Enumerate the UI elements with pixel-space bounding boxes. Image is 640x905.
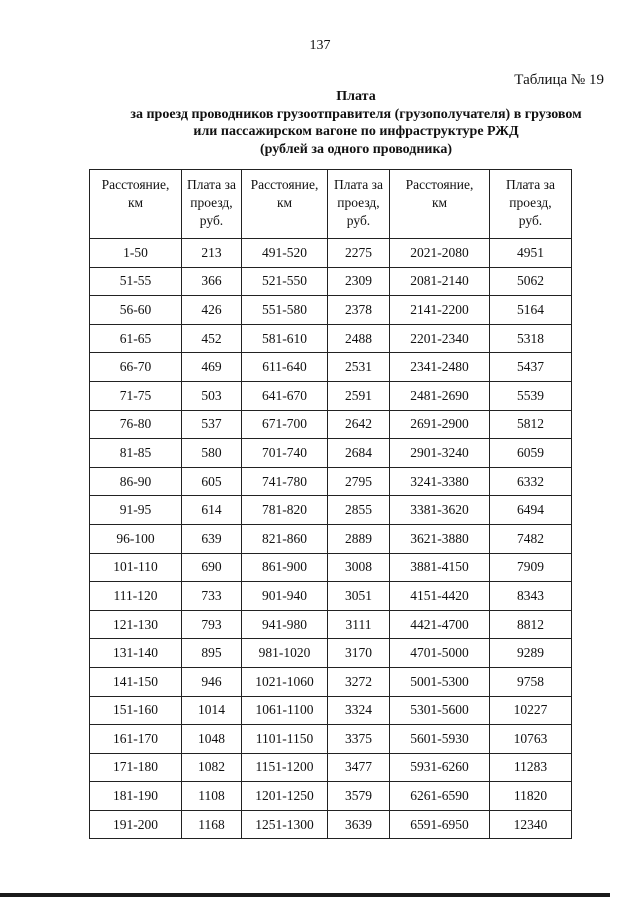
fee-cell: 946 <box>182 667 242 696</box>
distance-cell: 741-780 <box>242 467 328 496</box>
distance-cell: 551-580 <box>242 296 328 325</box>
distance-cell: 2021-2080 <box>390 239 490 268</box>
distance-cell: 1-50 <box>90 239 182 268</box>
fee-cell: 895 <box>182 639 242 668</box>
fee-cell: 3272 <box>328 667 390 696</box>
table-row <box>90 467 572 496</box>
distance-cell: 81-85 <box>90 439 182 468</box>
table-row <box>90 324 572 353</box>
distance-cell: 141-150 <box>90 667 182 696</box>
table-row <box>90 782 572 811</box>
fee-cell: 213 <box>182 239 242 268</box>
table-row <box>90 353 572 382</box>
distance-cell: 2201-2340 <box>390 324 490 353</box>
fee-cell: 2889 <box>328 524 390 553</box>
header-line: Расстояние, <box>405 177 474 192</box>
distance-cell: 121-130 <box>90 610 182 639</box>
distance-cell: 2141-2200 <box>390 296 490 325</box>
fee-cell: 7482 <box>490 524 572 553</box>
fee-cell: 639 <box>182 524 242 553</box>
distance-cell: 3881-4150 <box>390 553 490 582</box>
fee-cell: 2275 <box>328 239 390 268</box>
table-row <box>90 753 572 782</box>
table-row <box>90 810 572 839</box>
table-row <box>90 582 572 611</box>
distance-cell: 1151-1200 <box>242 753 328 782</box>
header-line: км <box>127 195 144 210</box>
fee-cell: 1048 <box>182 725 242 754</box>
distance-cell: 71-75 <box>90 381 182 410</box>
distance-cell: 161-170 <box>90 725 182 754</box>
distance-cell: 3381-3620 <box>390 496 490 525</box>
fee-cell: 10227 <box>490 696 572 725</box>
title-line-2: за проезд проводников грузоотправителя (грузополучателя) в грузовом <box>130 106 582 122</box>
fee-cell: 3477 <box>328 753 390 782</box>
fee-cell: 2378 <box>328 296 390 325</box>
distance-cell: 701-740 <box>242 439 328 468</box>
fee-cell: 614 <box>182 496 242 525</box>
fee-cell: 690 <box>182 553 242 582</box>
distance-cell: 101-110 <box>90 553 182 582</box>
header-line: км <box>431 195 448 210</box>
table-row <box>90 524 572 553</box>
distance-cell: 91-95 <box>90 496 182 525</box>
fee-cell: 5812 <box>490 410 572 439</box>
fee-cell: 1082 <box>182 753 242 782</box>
title-line-1: Плата <box>336 89 376 104</box>
fee-cell: 3579 <box>328 782 390 811</box>
header-line: Плата за <box>506 177 555 192</box>
fee-cell: 5062 <box>490 267 572 296</box>
table-row <box>90 410 572 439</box>
fee-cell: 2684 <box>328 439 390 468</box>
distance-cell: 111-120 <box>90 582 182 611</box>
distance-cell: 6591-6950 <box>390 810 490 839</box>
distance-cell: 1101-1150 <box>242 725 328 754</box>
distance-cell: 2481-2690 <box>390 381 490 410</box>
distance-cell: 2691-2900 <box>390 410 490 439</box>
fee-cell: 452 <box>182 324 242 353</box>
fee-cell: 3375 <box>328 725 390 754</box>
fee-cell: 10763 <box>490 725 572 754</box>
title-line-3: или пассажирском вагоне по инфраструктуре РЖД <box>193 124 519 139</box>
title-line-4: (рублей за одного проводника) <box>259 141 453 157</box>
distance-cell: 61-65 <box>90 324 182 353</box>
distance-cell: 581-610 <box>242 324 328 353</box>
fee-cell: 5164 <box>490 296 572 325</box>
table-row <box>90 639 572 668</box>
header-line: Плата за <box>334 177 383 192</box>
fee-cell: 2642 <box>328 410 390 439</box>
distance-cell: 981-1020 <box>242 639 328 668</box>
distance-cell: 3241-3380 <box>390 467 490 496</box>
fee-cell: 1108 <box>182 782 242 811</box>
distance-cell: 821-860 <box>242 524 328 553</box>
fee-cell: 426 <box>182 296 242 325</box>
fee-cell: 3111 <box>328 610 390 639</box>
fee-cell: 2795 <box>328 467 390 496</box>
header-line: Плата за <box>187 177 236 192</box>
table-label: Таблица № 19 <box>514 72 604 88</box>
fee-cell: 9758 <box>490 667 572 696</box>
fee-cell: 6059 <box>490 439 572 468</box>
table-row <box>90 239 572 268</box>
table-row <box>90 381 572 410</box>
fee-cell: 1014 <box>182 696 242 725</box>
header-line: км <box>276 195 293 210</box>
fee-cell: 793 <box>182 610 242 639</box>
fee-cell: 3639 <box>328 810 390 839</box>
distance-cell: 861-900 <box>242 553 328 582</box>
header-distance <box>390 170 490 239</box>
table-row <box>90 496 572 525</box>
distance-cell: 51-55 <box>90 267 182 296</box>
table-header-row <box>90 170 572 239</box>
distance-cell: 941-980 <box>242 610 328 639</box>
distance-cell: 4701-5000 <box>390 639 490 668</box>
table-row <box>90 553 572 582</box>
distance-cell: 491-520 <box>242 239 328 268</box>
table-row <box>90 725 572 754</box>
distance-cell: 131-140 <box>90 639 182 668</box>
header-distance <box>90 170 182 239</box>
header-line: Расстояние, <box>250 177 319 192</box>
fee-cell: 2531 <box>328 353 390 382</box>
distance-cell: 76-80 <box>90 410 182 439</box>
fee-cell: 8343 <box>490 582 572 611</box>
fee-cell: 5318 <box>490 324 572 353</box>
distance-cell: 2341-2480 <box>390 353 490 382</box>
table-row <box>90 439 572 468</box>
distance-cell: 901-940 <box>242 582 328 611</box>
fee-cell: 8812 <box>490 610 572 639</box>
header-fee <box>182 170 242 239</box>
header-line: проезд, <box>190 195 233 210</box>
fee-cell: 11283 <box>490 753 572 782</box>
distance-cell: 5001-5300 <box>390 667 490 696</box>
distance-cell: 191-200 <box>90 810 182 839</box>
fee-cell: 4951 <box>490 239 572 268</box>
bottom-scan-edge <box>0 893 610 897</box>
distance-cell: 171-180 <box>90 753 182 782</box>
header-line: Расстояние, <box>101 177 170 192</box>
distance-cell: 151-160 <box>90 696 182 725</box>
fee-cell: 6494 <box>490 496 572 525</box>
header-line: проезд, <box>337 195 380 210</box>
table-row <box>90 296 572 325</box>
page-number: 137 <box>309 38 331 53</box>
fee-cell: 2488 <box>328 324 390 353</box>
fee-cell: 503 <box>182 381 242 410</box>
fee-cell: 2855 <box>328 496 390 525</box>
table-body <box>90 239 572 839</box>
distance-cell: 781-820 <box>242 496 328 525</box>
header-line: руб. <box>518 213 543 228</box>
fee-cell: 7909 <box>490 553 572 582</box>
fee-cell: 2591 <box>328 381 390 410</box>
fee-cell: 605 <box>182 467 242 496</box>
distance-cell: 2081-2140 <box>390 267 490 296</box>
fee-cell: 5539 <box>490 381 572 410</box>
table-row <box>90 696 572 725</box>
fee-cell: 3170 <box>328 639 390 668</box>
fee-cell: 3051 <box>328 582 390 611</box>
distance-cell: 5601-5930 <box>390 725 490 754</box>
fee-cell: 366 <box>182 267 242 296</box>
table-row <box>90 610 572 639</box>
header-fee <box>328 170 390 239</box>
distance-cell: 611-640 <box>242 353 328 382</box>
header-line: руб. <box>346 213 371 228</box>
distance-cell: 181-190 <box>90 782 182 811</box>
fee-cell: 11820 <box>490 782 572 811</box>
distance-cell: 521-550 <box>242 267 328 296</box>
table-row <box>90 267 572 296</box>
distance-cell: 5301-5600 <box>390 696 490 725</box>
fee-cell: 537 <box>182 410 242 439</box>
distance-cell: 671-700 <box>242 410 328 439</box>
distance-cell: 1201-1250 <box>242 782 328 811</box>
fee-cell: 469 <box>182 353 242 382</box>
fee-cell: 2309 <box>328 267 390 296</box>
fee-table <box>89 169 572 839</box>
distance-cell: 1021-1060 <box>242 667 328 696</box>
fee-cell: 12340 <box>490 810 572 839</box>
title-block <box>96 88 616 158</box>
header-line: проезд, <box>509 195 552 210</box>
table-row <box>90 667 572 696</box>
header-line: руб. <box>199 213 224 228</box>
fee-cell: 733 <box>182 582 242 611</box>
distance-cell: 1061-1100 <box>242 696 328 725</box>
distance-cell: 1251-1300 <box>242 810 328 839</box>
distance-cell: 4151-4420 <box>390 582 490 611</box>
fee-cell: 3008 <box>328 553 390 582</box>
distance-cell: 5931-6260 <box>390 753 490 782</box>
distance-cell: 3621-3880 <box>390 524 490 553</box>
fee-cell: 3324 <box>328 696 390 725</box>
fee-cell: 1168 <box>182 810 242 839</box>
fee-cell: 580 <box>182 439 242 468</box>
distance-cell: 66-70 <box>90 353 182 382</box>
distance-cell: 56-60 <box>90 296 182 325</box>
distance-cell: 6261-6590 <box>390 782 490 811</box>
fee-cell: 6332 <box>490 467 572 496</box>
fee-cell: 5437 <box>490 353 572 382</box>
distance-cell: 4421-4700 <box>390 610 490 639</box>
fee-cell: 9289 <box>490 639 572 668</box>
distance-cell: 2901-3240 <box>390 439 490 468</box>
header-fee <box>490 170 572 239</box>
distance-cell: 86-90 <box>90 467 182 496</box>
distance-cell: 96-100 <box>90 524 182 553</box>
distance-cell: 641-670 <box>242 381 328 410</box>
header-distance <box>242 170 328 239</box>
